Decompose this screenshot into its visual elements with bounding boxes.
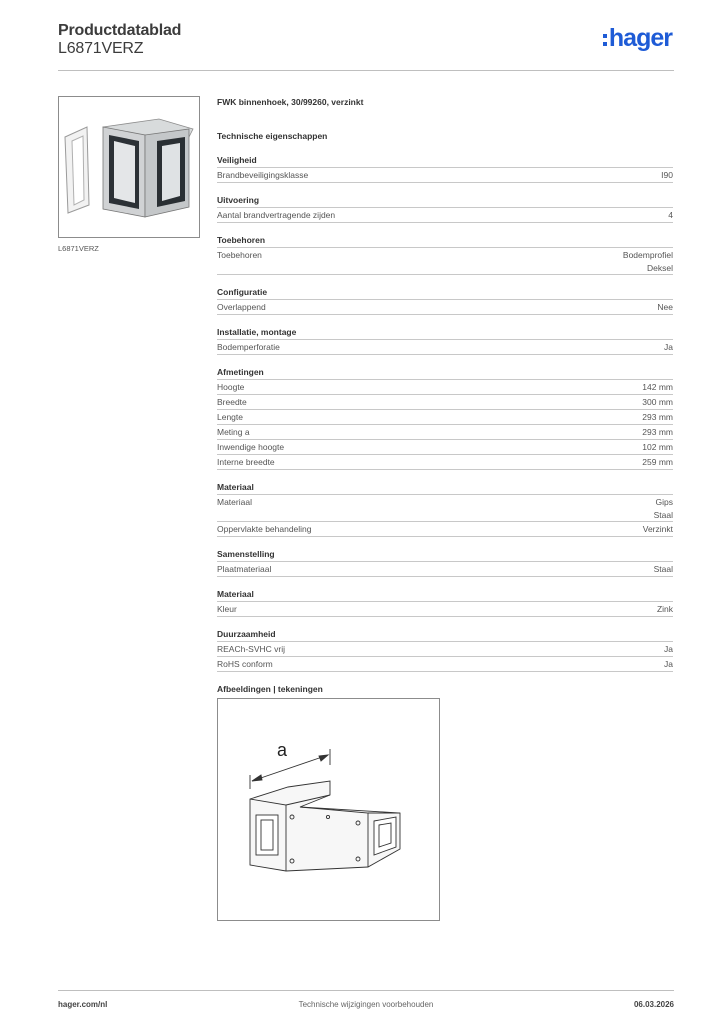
spec-row: [217, 300, 673, 315]
product-code: L6871VERZ: [58, 40, 144, 57]
spec-value-line: Deksel: [647, 263, 673, 273]
footer-date: 06.03.2026: [633, 1000, 674, 1009]
spec-label: RoHS conform: [217, 659, 273, 669]
hager-logo: [603, 25, 672, 51]
spec-value-line: Ja: [664, 644, 673, 654]
spec-section: [217, 627, 673, 672]
spec-value-line: 293 mm: [642, 427, 673, 437]
spec-label: Hoogte: [217, 382, 245, 392]
spec-value-line: I90: [661, 170, 673, 180]
spec-row: [217, 522, 673, 537]
tech-properties-title: Technische eigenschappen: [217, 131, 328, 141]
spec-label: Toebehoren: [217, 250, 262, 260]
spec-value: [657, 300, 673, 314]
spec-section: [217, 365, 673, 470]
spec-label: Inwendige hoogte: [217, 442, 285, 452]
spec-sections: [217, 153, 673, 672]
footer-website: hager.com/nl: [58, 1000, 108, 1009]
spec-label: Oppervlakte behandeling: [217, 524, 312, 534]
spec-section: [217, 480, 673, 537]
image-caption: L6871VERZ: [58, 244, 99, 253]
spec-label: Bodemperforatie: [217, 342, 280, 352]
spec-value: [654, 562, 673, 576]
spec-value-line: 259 mm: [642, 457, 673, 467]
section-title: Materiaal: [217, 480, 673, 495]
spec-value: [642, 395, 673, 409]
spec-value-line: Ja: [664, 342, 673, 352]
spec-row: [217, 495, 673, 522]
spec-label: Lengte: [217, 412, 243, 422]
spec-value-line: Verzinkt: [642, 524, 673, 534]
spec-value: [661, 168, 673, 182]
inner-corner-drawing-icon: [218, 699, 439, 920]
spec-label: Materiaal: [217, 497, 252, 507]
spec-value: [664, 340, 673, 354]
spec-row: [217, 602, 673, 617]
spec-section: [217, 233, 673, 275]
technical-drawing: [217, 698, 440, 921]
spec-row: [217, 440, 673, 455]
spec-label: Plaatmateriaal: [217, 564, 272, 574]
spec-value: [657, 602, 673, 616]
spec-value-line: 142 mm: [642, 382, 673, 392]
spec-value-line: Zink: [656, 604, 673, 614]
spec-value-line: Ja: [664, 659, 673, 669]
spec-label: Aantal brandvertragende zijden: [217, 210, 336, 220]
spec-label: Breedte: [217, 397, 247, 407]
spec-row: [217, 248, 673, 275]
spec-row: [217, 562, 673, 577]
spec-value: [668, 208, 673, 222]
spec-section: [217, 547, 673, 577]
spec-label: Interne breedte: [217, 457, 275, 467]
spec-value-line: 102 mm: [642, 442, 673, 452]
spec-row: [217, 425, 673, 440]
spec-content: [217, 95, 673, 696]
spec-section: [217, 153, 673, 183]
spec-value: [654, 495, 673, 521]
footer-disclaimer: Technische wijzigingen voorbehouden: [298, 1000, 434, 1009]
spec-label: Meting a: [217, 427, 250, 437]
product-image: [58, 96, 200, 238]
spec-section: [217, 587, 673, 617]
spec-label: Kleur: [217, 604, 237, 614]
spec-value-line: 300 mm: [642, 397, 673, 407]
logo-text: hager: [608, 24, 672, 52]
spec-row: [217, 340, 673, 355]
spec-label: Overlappend: [217, 302, 266, 312]
spec-row: [217, 642, 673, 657]
spec-value: [642, 425, 673, 439]
spec-row: [217, 208, 673, 223]
dimension-label-a: a: [277, 740, 288, 760]
spec-value: [642, 410, 673, 424]
spec-value: [664, 657, 673, 671]
section-title: Uitvoering: [217, 193, 673, 208]
section-title: Samenstelling: [217, 547, 673, 562]
spec-section: [217, 285, 673, 315]
section-title: Afmetingen: [217, 365, 673, 380]
spec-value: [642, 380, 673, 394]
document-title: Productdatablad: [58, 22, 182, 39]
spec-value-line: Bodemprofiel: [622, 250, 673, 260]
spec-row: [217, 410, 673, 425]
section-title: Materiaal: [217, 587, 673, 602]
section-title: Duurzaamheid: [217, 627, 673, 642]
spec-row: [217, 657, 673, 672]
spec-label: REACh-SVHC vrij: [217, 644, 286, 654]
spec-value-line: Nee: [657, 302, 673, 312]
spec-row: [217, 380, 673, 395]
spec-value-line: Gips: [655, 497, 673, 507]
document-footer: [58, 990, 674, 1015]
spec-row: [217, 168, 673, 183]
spec-value: [642, 455, 673, 469]
section-title: Veiligheid: [217, 153, 673, 168]
spec-section: [217, 325, 673, 355]
spec-value: [642, 440, 673, 454]
spec-label: Brandbeveiligingsklasse: [217, 170, 309, 180]
logo-dots-icon: [603, 34, 607, 46]
spec-value: [643, 522, 673, 536]
spec-value: [664, 642, 673, 656]
spec-section: [217, 193, 673, 223]
section-title: Installatie, montage: [217, 325, 673, 340]
section-title: Configuratie: [217, 285, 673, 300]
section-title: Toebehoren: [217, 233, 673, 248]
spec-value: [623, 248, 673, 274]
spec-value-line: Staal: [653, 510, 673, 520]
document-header: [58, 20, 674, 71]
spec-value-line: 4: [668, 210, 673, 220]
spec-value-line: Staal: [653, 564, 673, 574]
cable-duct-photo-icon: [59, 97, 199, 237]
product-description: FWK binnenhoek, 30/99260, verzinkt: [217, 97, 364, 107]
drawings-title: Afbeeldingen | tekeningen: [217, 684, 323, 694]
spec-row: [217, 395, 673, 410]
spec-row: [217, 455, 673, 470]
spec-value-line: 293 mm: [642, 412, 673, 422]
